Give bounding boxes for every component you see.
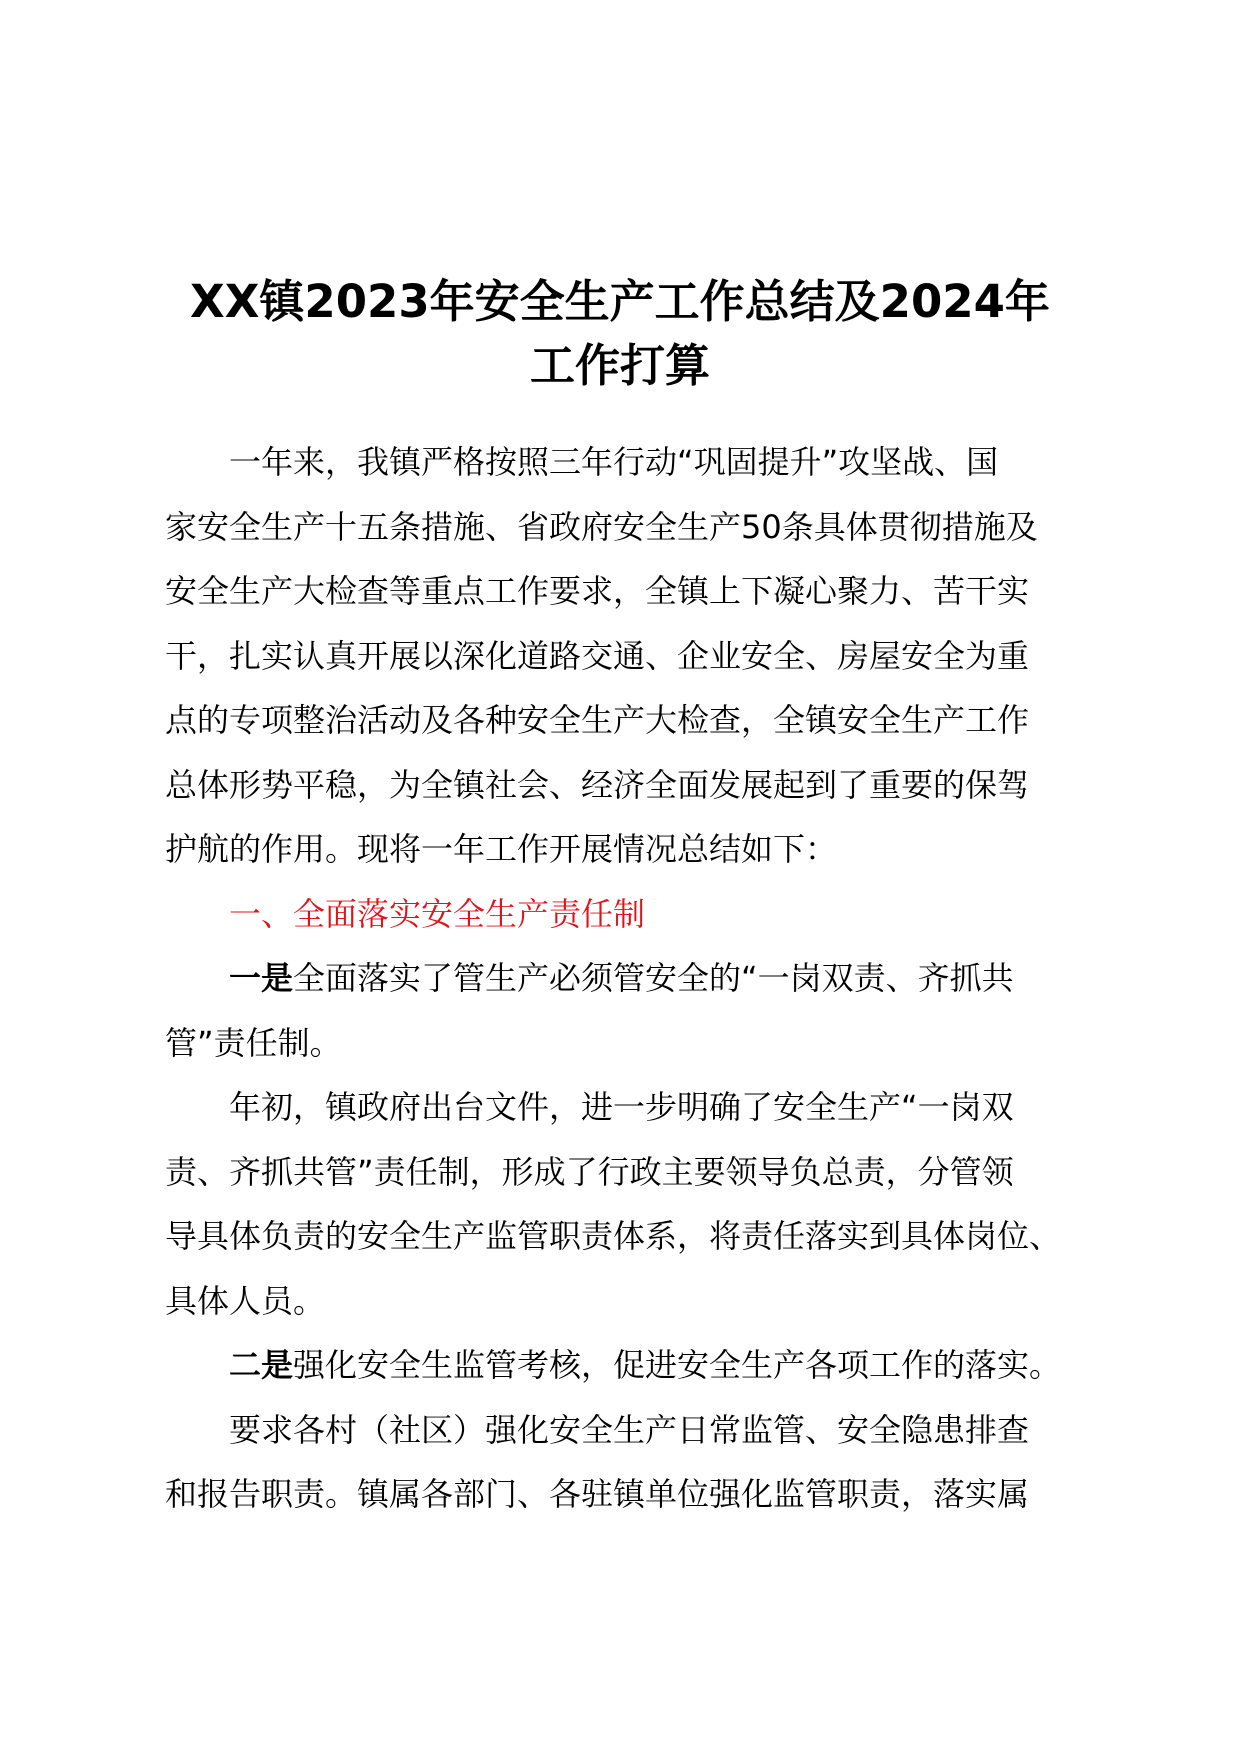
item-two-lead: 二是 <box>229 1346 294 1384</box>
item-one-lead: 一是 <box>229 959 294 997</box>
document-body <box>165 430 1095 1527</box>
title-line-2: 工作打算 <box>529 339 710 392</box>
item-two-line <box>165 1333 1095 1398</box>
item-two-text: 强化安全生监管考核，促进安全生产各项工作的落实。 <box>293 1346 1062 1384</box>
detail-line: 责、齐抓共管”责任制，形成了行政主要领导负总责，分管领 <box>165 1152 1014 1191</box>
item-one-text: 全面落实了管生产必须管安全的“一岗双责、齐抓共 <box>293 959 1014 997</box>
intro-line: 干，扎实认真开展以深化道路交通、企业安全、房屋安全为重 <box>165 636 1030 675</box>
item-one-paragraph <box>165 946 1095 1075</box>
detail-line: 具体人员。 <box>165 1281 326 1320</box>
intro-paragraph <box>165 430 1095 882</box>
section-heading: 一、全面落实安全生产责任制 <box>229 894 646 933</box>
detail-line: 年初，镇政府出台文件，进一步明确了安全生产“一岗双 <box>229 1088 1014 1126</box>
intro-line: 总体形势平稳，为全镇社会、经济全面发展起到了重要的保驾 <box>165 765 1030 804</box>
intro-line: 护航的作用。现将一年工作开展情况总结如下： <box>165 830 838 868</box>
document-title <box>150 270 1090 398</box>
title-line-1: XX镇2023年安全生产工作总结及2024年 <box>190 275 1050 328</box>
detail-line: 要求各村（社区）强化安全生产日常监管、安全隐患排查 <box>229 1410 1030 1449</box>
item-two-detail-paragraph <box>165 1398 1095 1527</box>
intro-line: 家安全生产十五条措施、省政府安全生产50条具体贯彻措施及 <box>165 507 1038 546</box>
intro-line: 点的专项整治活动及各种安全生产大检查，全镇安全生产工作 <box>165 701 1030 739</box>
intro-line: 一年来，我镇严格按照三年行动“巩固提升”攻坚战、国 <box>229 443 999 481</box>
detail-line: 和报告职责。镇属各部门、各驻镇单位强化监管职责，落实属 <box>165 1475 1030 1513</box>
item-one-detail-paragraph <box>165 1075 1095 1333</box>
intro-line: 安全生产大检查等重点工作要求，全镇上下凝心聚力、苦干实 <box>165 572 1030 610</box>
item-one-line <box>165 946 1095 1011</box>
detail-line: 导具体负责的安全生产监管职责体系，将责任落实到具体岗位、 <box>165 1217 1062 1255</box>
item-two-paragraph <box>165 1333 1095 1398</box>
item-one-line: 管”责任制。 <box>165 1023 342 1062</box>
